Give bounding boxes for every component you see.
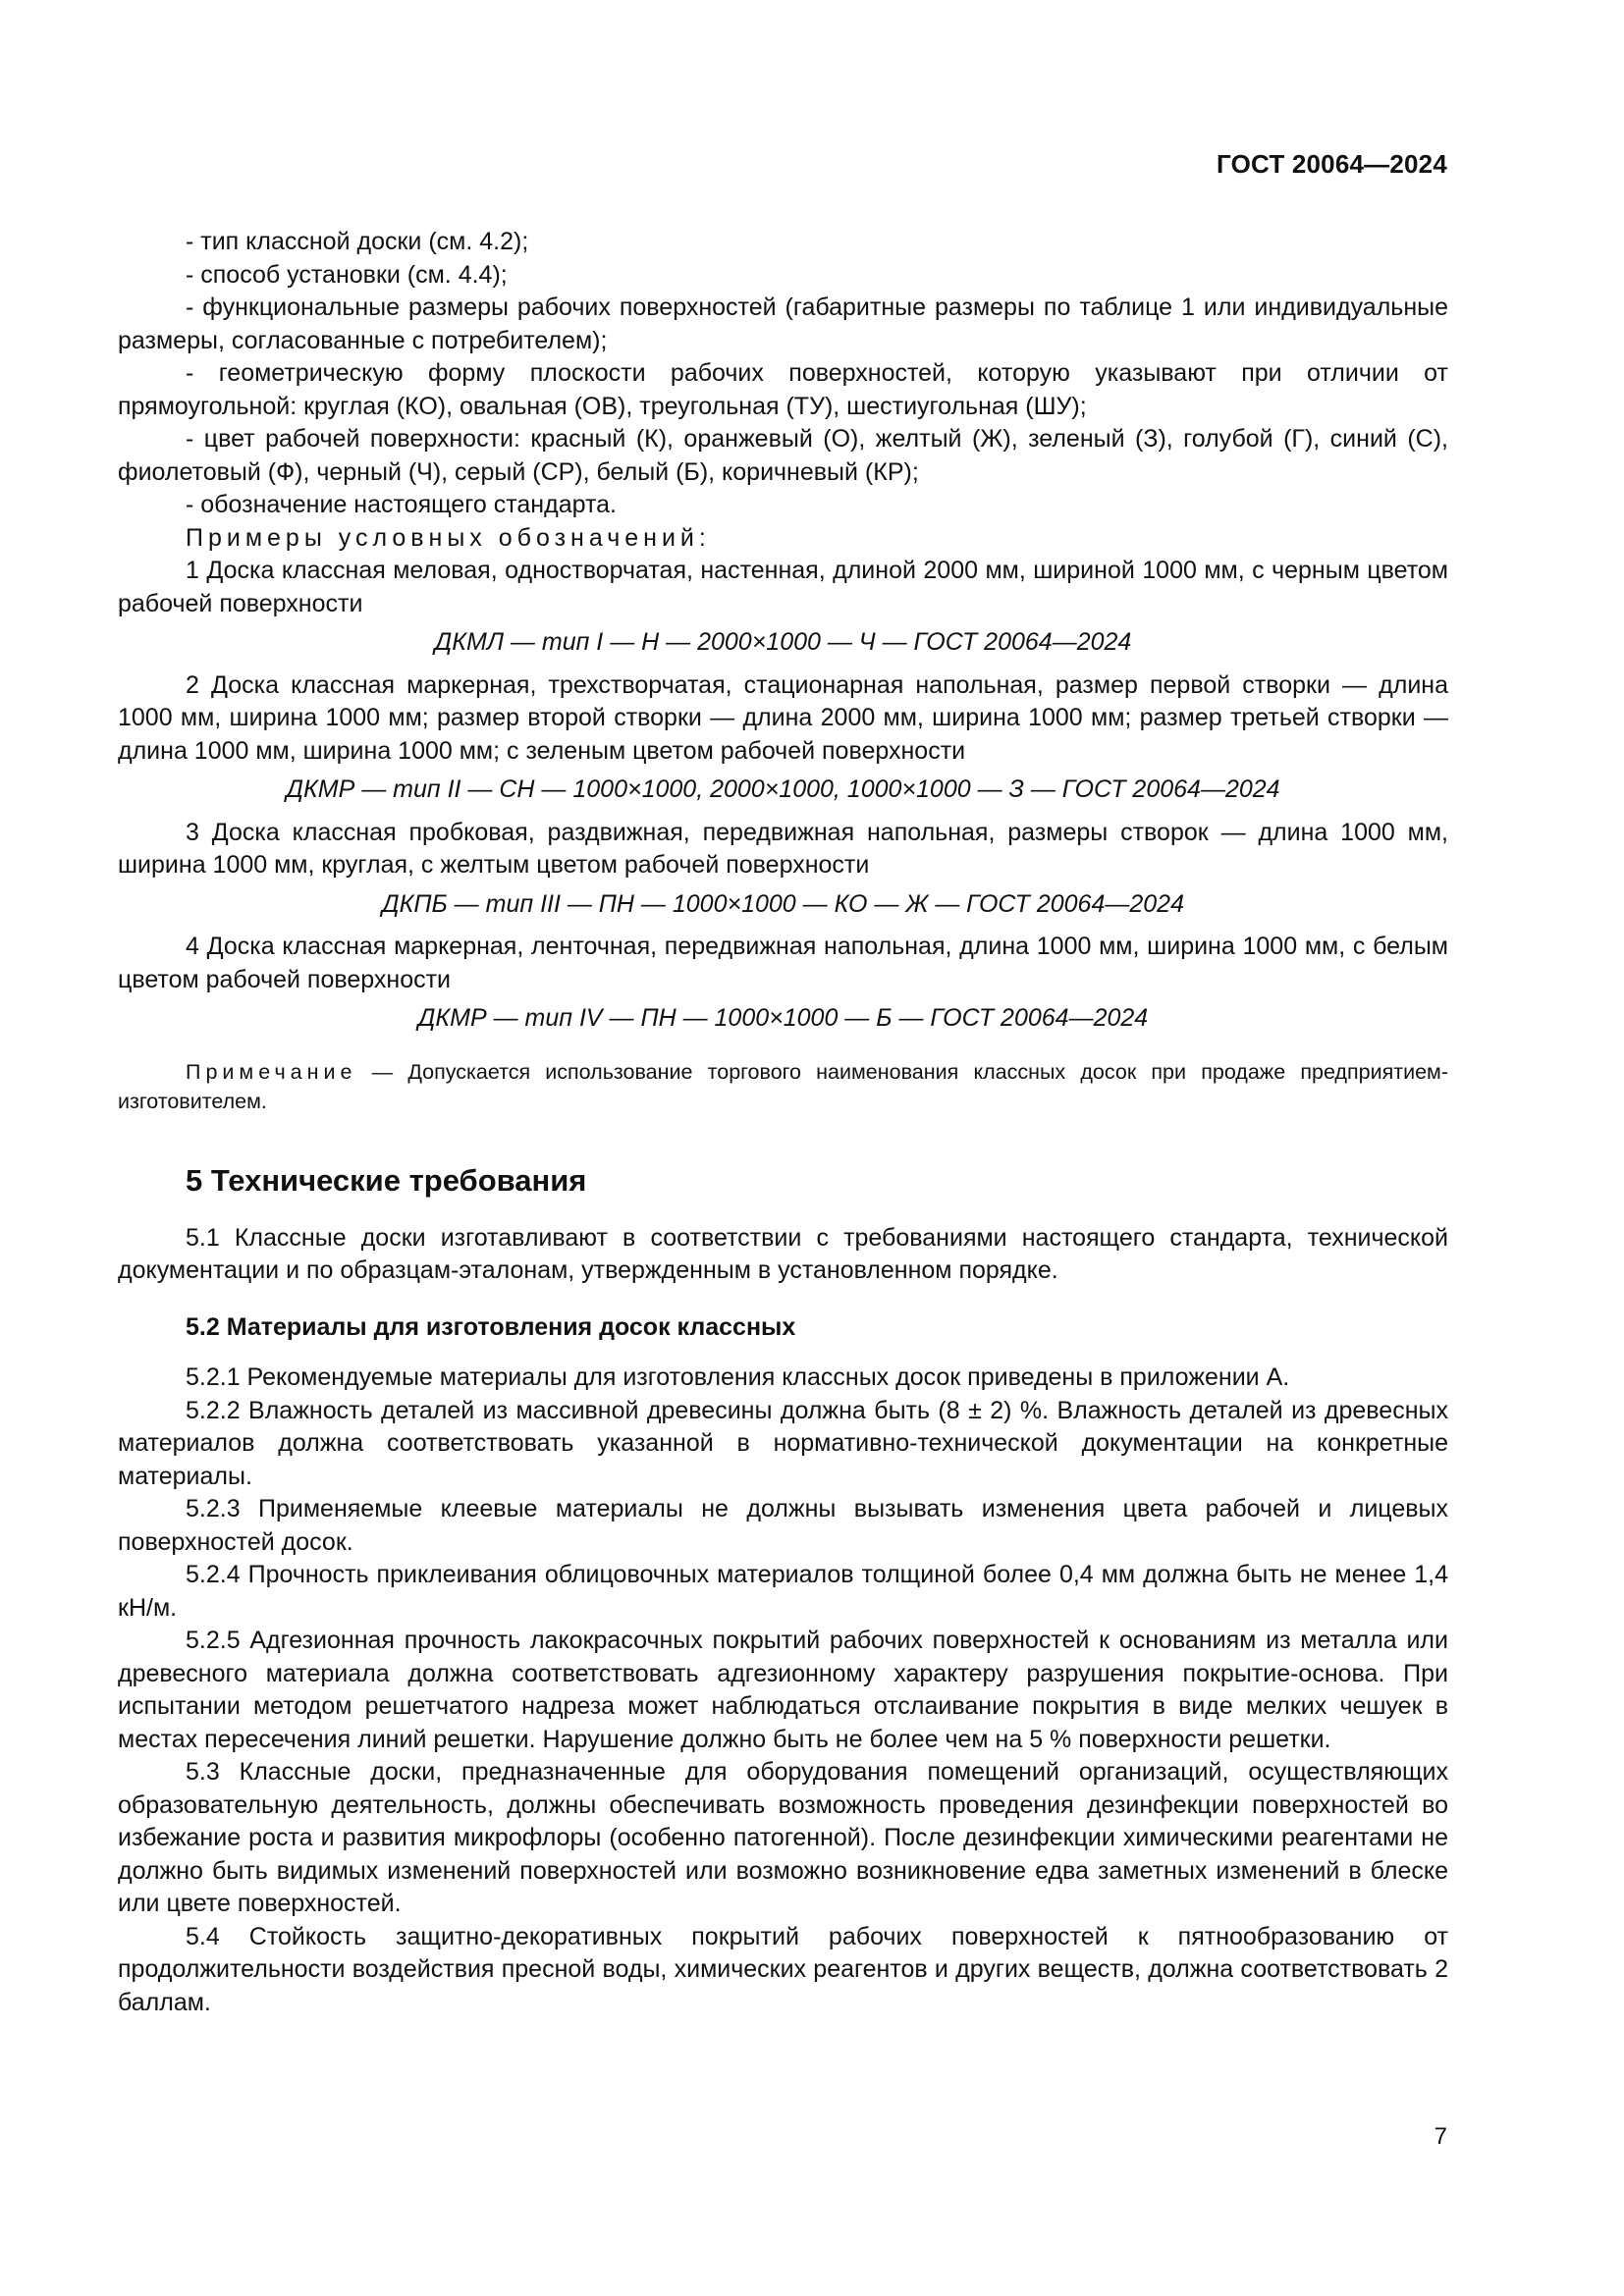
example-formula: ДКМР — тип IV — ПН — 1000×1000 — Б — ГОСТ 20064—2024 [417, 1004, 1149, 1032]
example-3 [118, 817, 1448, 922]
section-5-title: 5 Технические требования [186, 1162, 587, 1198]
example-text: 2 Доска классная маркерная, трехстворчатая, стационарная напольная, размер первой створки — длина 1000 мм, ширина 1000 мм; размер второй створки — длина 2000 мм, ширина 1000 мм; размер третьей створки — длина 1000 мм, ширина 1000 мм; с зеленым цветом рабочей поверхности [118, 670, 1448, 765]
example-formula: ДКМЛ — тип I — Н — 2000×1000 — Ч — ГОСТ 20064—2024 [434, 628, 1132, 656]
designation-list [118, 226, 1448, 522]
paragraph-5-2-1: 5.2.1 Рекомендуемые материалы для изготовления классных досок приведены в приложении А. [186, 1363, 1290, 1391]
list-item: - функциональные размеры рабочих поверхностей (габаритные размеры по таблице 1 или индивидуальные размеры, согласованные с потребителем); [118, 294, 1448, 354]
list-item: - обозначение настоящего стандарта. [186, 491, 617, 518]
examples-heading: Примеры условных обозначений: [186, 523, 711, 552]
paragraph-5-2-3: 5.2.3 Применяемые клеевые материалы не должны вызывать изменения цвета рабочей и лицевых поверхностей досок. [118, 1495, 1448, 1556]
list-item: - способ установки (см. 4.4); [186, 260, 508, 289]
list-item: - геометрическую форму плоскости рабочих поверхностей, которую указывают при отличии от прямоугольной: круглая (КО), овальная (ОВ), треугольная (ТУ), шестиугольная (ШУ); [118, 359, 1448, 420]
subsection-5-2-title: 5.2 Материалы для изготовления досок классных [186, 1312, 796, 1341]
example-formula: ДКМР — тип II — СН — 1000×1000, 2000×1000, 1000×1000 — З — ГОСТ 20064—2024 [286, 775, 1280, 803]
note-label: Примечание [186, 1059, 357, 1084]
example-4 [118, 931, 1448, 1036]
list-item: - тип классной доски (см. 4.2); [186, 228, 529, 255]
example-2 [118, 669, 1448, 807]
example-text: 4 Доска классная маркерная, ленточная, передвижная напольная, длина 1000 мм, ширина 1000 мм, с белым цветом рабочей поверхности [118, 933, 1448, 993]
paragraph-5-2-4: 5.2.4 Прочность приклеивания облицовочных материалов толщиной более 0,4 мм должна быть не менее 1,4 кН/м. [118, 1561, 1448, 1622]
example-text: 1 Доска классная меловая, одностворчатая, настенная, длиной 2000 мм, шириной 1000 мм, с черным цветом рабочей поверхности [118, 557, 1448, 617]
paragraph-5-3: 5.3 Классные доски, предназначенные для оборудования помещений организаций, осуществляющих образовательную деятельность, должны обеспечивать возможность проведения дезинфекции поверхностей во избежание роста и развития микрофлоры (особенно патогенной). После дезинфекции химическими реагентами не должно быть видимых изменений поверхностей или возможно возникновение едва заметных изменений в блеске или цвете поверхностей. [118, 1758, 1448, 1917]
paragraph-5-1: 5.1 Классные доски изготавливают в соответствии с требованиями настоящего стандарта, технической документации и по образцам-эталонам, утвержденным в установленном порядке. [118, 1223, 1448, 1284]
example-1 [118, 555, 1448, 660]
example-text: 3 Доска классная пробковая, раздвижная, передвижная напольная, размеры створок — длина 1000 мм, ширина 1000 мм, круглая, с желтым цветом рабочей поверхности [118, 818, 1448, 879]
page-content [118, 226, 1448, 2019]
list-item: - цвет рабочей поверхности: красный (К), оранжевый (О), желтый (Ж), зеленый (З), голубой (Г), синий (С), фиолетовый (Ф), черный (Ч), серый (СР), белый (Б), коричневый (КР); [118, 425, 1448, 486]
standard-code-header: ГОСТ 20064—2024 [1217, 149, 1447, 179]
example-formula: ДКПБ — тип III — ПН — 1000×1000 — КО — Ж — ГОСТ 20064—2024 [382, 889, 1184, 918]
page-number: 7 [1434, 2123, 1447, 2150]
note [118, 1057, 1448, 1116]
note-text: — Допускается использование торгового наименования классных досок при продаже предприятием-изготовителем. [118, 1059, 1448, 1113]
paragraph-5-2-5: 5.2.5 Адгезионная прочность лакокрасочных покрытий рабочих поверхностей к основаниям из металла или древесного материала должна соответствовать адгезионному характеру разрушения покрытие-основа. При испытании методом решетчатого надреза может наблюдаться отслаивание покрытия в виде мелких чешуек в местах пересечения линий решетки. Нарушение должно быть не более чем на 5 % поверхности решетки. [118, 1627, 1448, 1753]
paragraph-5-2-2: 5.2.2 Влажность деталей из массивной древесины должна быть (8 ± 2) %. Влажность деталей из древесных материалов должна соответствовать указанной в нормативно-технической документации на конкретные материалы. [118, 1396, 1448, 1490]
paragraph-5-4: 5.4 Стойкость защитно-декоративных покрытий рабочих поверхностей к пятнообразованию от продолжительности воздействия пресной воды, химических реагентов и других веществ, должна соответствовать 2 баллам. [118, 1922, 1448, 2016]
